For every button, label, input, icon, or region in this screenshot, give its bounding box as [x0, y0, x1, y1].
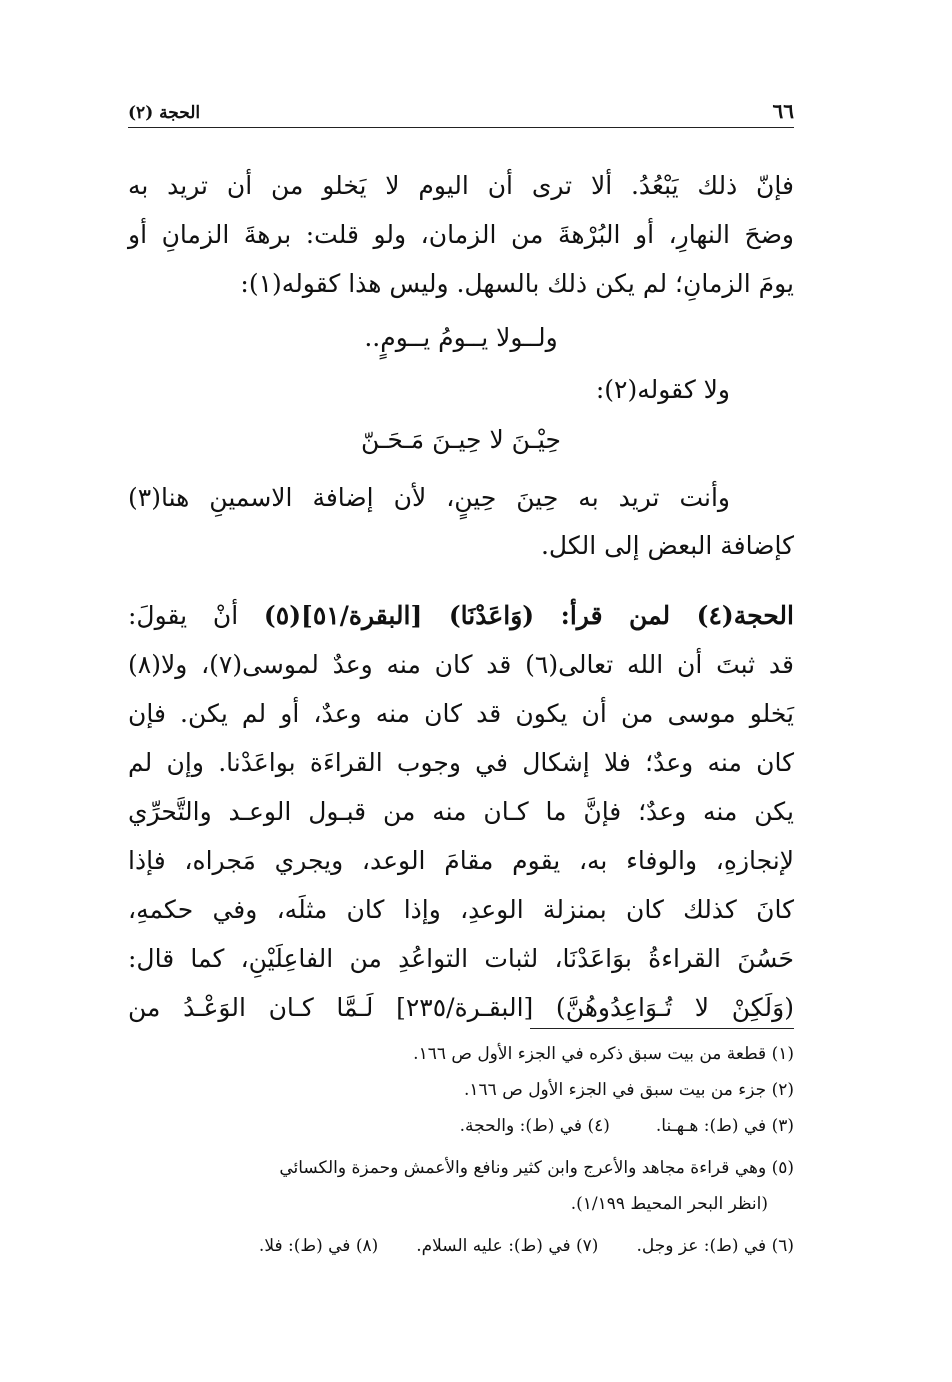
- text-line: فإنّ ذلك يَبْعُدُ. ألا ترى أن اليوم لا يَخلو من أن تريد به: [128, 171, 794, 200]
- footnote: (٥) وهي قراءة مجاهد والأعرج وابن كثير ونافع والأعمش وحمزة والكسائي: [279, 1158, 794, 1178]
- text-line: وضحَ النهارِ، أو البُرْهةَ من الزمان، ولو قلت: برهةَ الزمانِ أو: [128, 220, 794, 249]
- page-number: ٦٦: [772, 99, 794, 123]
- text-line: ولا كقوله(٢):: [595, 375, 730, 404]
- text-line: يَخلو موسى من أن يكون قد كان منه وعدٌ، أو لم يكن. فإن: [128, 699, 794, 728]
- text-line: يكن منه وعدٌ؛ فإنَّ ما كـان منه من قبـول الوعـد والتَّحرِّي: [128, 797, 794, 826]
- footnote: (٦) في (ط): عز وجل.: [636, 1236, 794, 1256]
- footnote: (٢) جزء من بيت سبق في الجزء الأول ص ١٦٦.: [464, 1080, 794, 1100]
- text-line: حَسُنَ القراءةُ بوَاعَدْنَا، لثبات التواعُدِ من الفاعِلَيْنِ، كما قال:: [128, 944, 794, 973]
- text-line: يومَ الزمانِ؛ لم يكن ذلك بالسهل. وليس هذا كقوله(١):: [240, 269, 794, 298]
- footnote: (٨) في (ط): فلا.: [258, 1236, 379, 1256]
- text-line: لإنجازهِ، والوفاء به، يقوم مقامَ الوعد، ويجري مَجراه، فإذا: [128, 846, 794, 875]
- page-header: [128, 92, 794, 128]
- footnote: (٧) في (ط): عليه السلام.: [416, 1236, 599, 1256]
- footnote-divider: [530, 1028, 794, 1029]
- footnote-row: [128, 1112, 794, 1140]
- text-line: (وَلَكِنْ لا تُـوَاعِدُوهُنَّ) [البقـرة/٢٣٥] لَـمَّا كـان الوَعْـدُ من: [128, 993, 794, 1022]
- argument-heading: الحجة(٤) لمن قرأ: (وَاعَدْنَا) [البقرة/٥١](٥): [263, 601, 794, 630]
- paragraph-lead-line: [128, 596, 794, 636]
- verse-line: ولــولا يــومُ يــومٍ..: [364, 323, 558, 352]
- footnote: (٤) في (ط): والحجة.: [459, 1116, 610, 1136]
- verse-line: حِيْـنَ لا حِيـنَ مَـحَـنّ: [360, 425, 561, 454]
- text-line: وأنت تريد به حِينَ حِينٍ، لأن إضافة الاسمينِ هنا(٣): [128, 483, 730, 512]
- text-line: كانَ كذلك كان بمنزلة الوعدِ، وإذا كان مثلَه، وفي حكمهِ،: [128, 895, 794, 924]
- running-title: الحجة (٢): [128, 103, 201, 123]
- footnote: (٣) في (ط): هـهـنا.: [655, 1116, 794, 1136]
- footnote: (١) قطعة من بيت سبق ذكره في الجزء الأول ص ١٦٦.: [413, 1044, 794, 1064]
- text-fragment: أنْ يقولَ:: [128, 601, 264, 630]
- text-line: قد ثبتَ أن الله تعالى(٦) قد كان منه وعدٌ لموسى(٧)، ولا(٨): [128, 650, 794, 679]
- text-line: كان منه وعدٌ؛ فلا إشكال في وجوب القراءَة بواعَدْنا. وإن لم: [128, 748, 794, 777]
- text-line: كإضافة البعض إلى الكل.: [540, 531, 794, 560]
- footnote-continuation: (انظر البحر المحيط ١/١٩٩).: [570, 1194, 768, 1214]
- footnote-row: [128, 1232, 794, 1260]
